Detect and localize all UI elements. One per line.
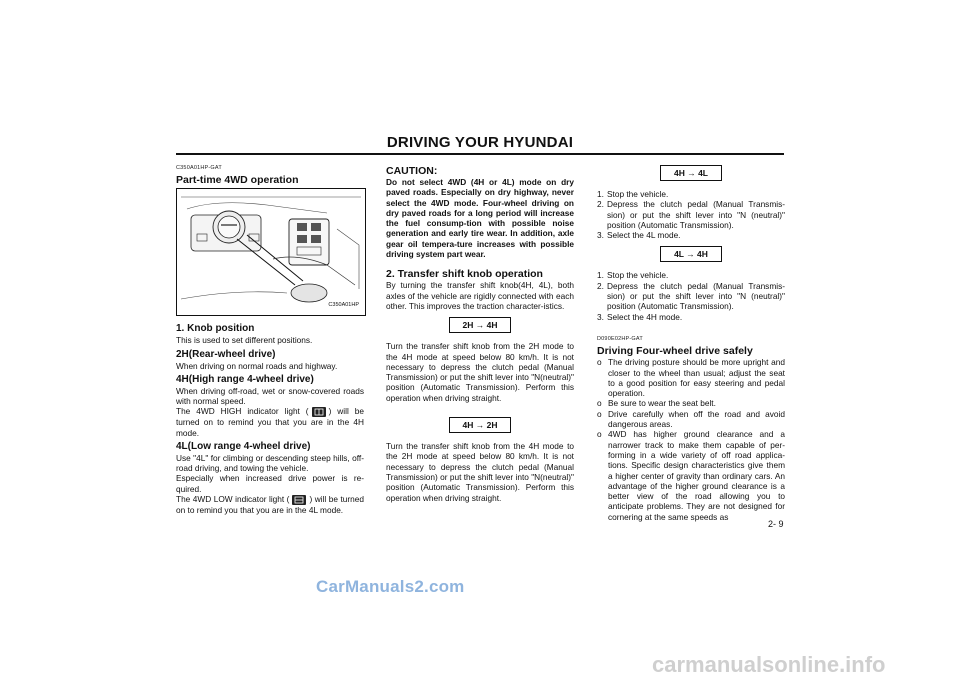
mode-box-4h-to-2h: 4H → 2H (449, 417, 511, 433)
transfer-knob-illustration (177, 189, 365, 315)
indicator-text-after: ) will be turned on to remind you that you are in the 4L mode. (176, 494, 364, 515)
mode-2h-text: When driving on normal roads and highway. (176, 360, 338, 371)
right-column (597, 165, 785, 522)
4wd-high-indicator-icon (312, 407, 326, 417)
indicator-text-before: The 4WD HIGH indicator light ( (176, 406, 309, 417)
transfer-shift-heading: 2. Transfer shift knob operation (386, 268, 543, 281)
watermark-footer: carmanualsonline.info (652, 652, 886, 677)
steps-4h-to-4l (597, 189, 785, 240)
header-rule (176, 153, 784, 155)
watermark-link[interactable]: CarManuals2.com (316, 577, 465, 596)
list-item: o Drive carefully when off the road and avoid dangerous areas. (597, 408, 785, 430)
figure-code: C350A01HP (328, 302, 359, 308)
section-title: Part-time 4WD operation (176, 174, 299, 187)
mode-4l-text-2: Especially when increased drive power is re-quired. (176, 473, 364, 494)
mode-4h-indicator-text (176, 406, 364, 437)
mode-4l-indicator-text (176, 494, 364, 515)
transfer-shift-text: By turning the transfer shift knob(4H, 4L), both axles of the vehicle are rigidly connected with each other. This improves the traction character-istics. (386, 280, 574, 311)
list-item: 3. Select the 4L mode. (597, 230, 681, 241)
page-header-title: DRIVING YOUR HYUNDAI (386, 134, 574, 151)
indicator-text-before: The 4WD LOW indicator light ( (176, 494, 290, 505)
list-item: 2. Depress the clutch pedal (Manual Transmis-sion) or put the shift lever into "N (neutral)" position (Automatic Transmission). (597, 280, 785, 312)
knob-position-text: This is used to set different positions. (176, 335, 313, 346)
mode-4h-text: When driving off-road, wet or snow-covered roads with normal speed. (176, 385, 364, 407)
mode-box-4h-to-4l: 4H → 4L (660, 165, 722, 181)
caution-title: CAUTION: (386, 165, 438, 177)
section-code: D090E02HP-GAT (597, 335, 643, 342)
list-item: 2. Depress the clutch pedal (Manual Transmis-sion) or put the shift lever into "N (neutral)" position (Automatic Transmission). (597, 199, 785, 230)
list-item: 3. Select the 4H mode. (597, 311, 683, 322)
list-item: o 4WD has higher ground clearance and a narrower track to make them capable of per-forming in a wide variety of off road applica-tions. Specific design characteristics give them a higher center of gravity than ordinary cars. An advantage of the higher ground clearance is a better view of the road allowing you to anticipate problems. They are not designed for cornering at the same speeds as (597, 429, 785, 522)
list-item: o Be sure to wear the seat belt. (597, 398, 716, 409)
mode-4l-text: Use "4L" for climbing or descending steep hills, off-road driving, and towing the vehicle. (176, 452, 364, 474)
mode-box-4l-to-4h: 4L → 4H (660, 246, 722, 262)
page-number: 2- 9 (768, 519, 784, 529)
knob-figure (176, 188, 366, 316)
mode-4l-heading: 4L(Low range 4-wheel drive) (176, 440, 311, 452)
4h-to-2h-text: Turn the transfer shift knob from the 4H mode to the 2H mode at speed below 80 km/h. It is not necessary to depress the clutch pedal (Manual Transmission) or put the shift lever into "N(neutral)" position (Automatic Transmission). Perform this operation when driving straight. (386, 441, 574, 503)
2h-to-4h-text: Turn the transfer shift knob from the 2H mode to the 4H mode at speed below 80 km/h. It is not necessary to depress the clutch pedal (Manual Transmission) or put the shift lever into "N(neutral)" position (Automatic Transmission). Perform this operation when driving straight. (386, 341, 574, 403)
list-item: 1. Stop the vehicle. (597, 189, 669, 199)
left-column (176, 163, 364, 515)
mode-box-2h-to-4h: 2H → 4H (449, 317, 511, 333)
section-title: Driving Four-wheel drive safely (597, 345, 753, 358)
steps-4l-to-4h (597, 270, 785, 321)
caution-text: Do not select 4WD (4H or 4L) mode on dry paved roads. Especially on dry highway, never select the 4WD mode. Four-wheel driving on dry paved roads for a long period will increase the fuel consump-tion with possible noise generation and early tire wear. In addition, axle gear oil tempera-ture increases with possible driving system part wear. (386, 177, 574, 260)
list-item: o The driving posture should be more upright and closer to the wheel than usual; adjust the seat to a good position for easy steering and pedal operation. (597, 357, 785, 399)
mode-2h-heading: 2H(Rear-wheel drive) (176, 348, 276, 360)
4wd-low-indicator-icon (292, 495, 306, 505)
safety-bullets (597, 357, 785, 522)
mode-4h-heading: 4H(High range 4-wheel drive) (176, 373, 314, 385)
indicator-text-after: ) will be turned on to remind you that you are in the 4H mode. (176, 406, 364, 438)
knob-position-heading: 1. Knob position (176, 323, 255, 335)
middle-column (386, 165, 574, 503)
section-code: C350A01HP-GAT (176, 165, 222, 171)
list-item: 1. Stop the vehicle. (597, 270, 669, 281)
